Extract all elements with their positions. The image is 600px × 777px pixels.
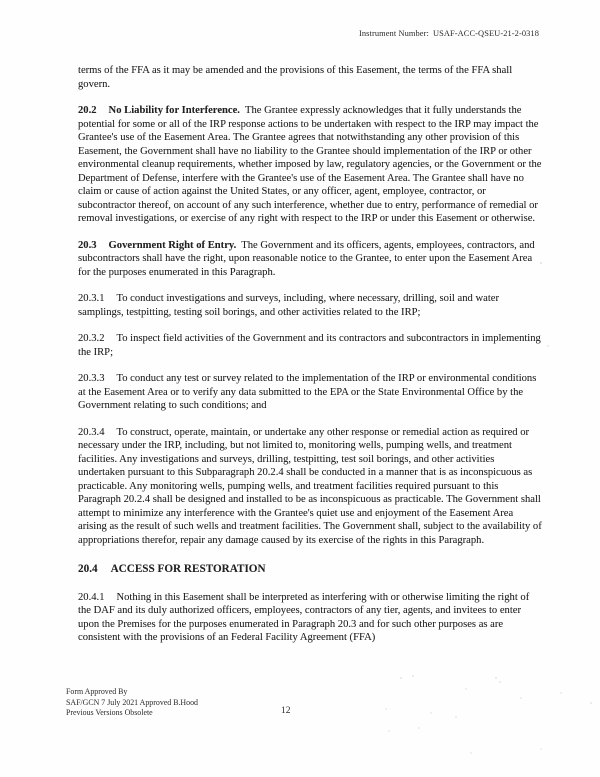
section-20-4-heading — [78, 563, 542, 577]
page-number: 12 — [281, 706, 291, 716]
scan-speck — [465, 688, 467, 690]
scan-speck — [547, 345, 549, 347]
paragraph-body: To inspect field activities of the Government and its contractors and subcontractors in implementing the IRP; — [78, 333, 541, 358]
paragraph-number: 20.2 — [78, 105, 97, 116]
paragraph-title: Government Right of Entry. — [108, 239, 237, 251]
footer-line: Previous Versions Obsolete — [66, 708, 153, 718]
paragraph-body: To construct, operate, maintain, or undertake any other response or remedial action as required or necessary under the IRP, including, but not limited to, monitoring wells, pumping wells, and treatment facilities. Any investigations and surveys, drilling, testpitting, test soil borings, and other activities undertaken pursuant to this Subparagraph 20.2.4 shall be conducted in a manner that is as inconspicuous as practicable. Any monitoring wells, pumping wells, and treatment facilities required pursuant to this Paragraph 20.2.4 shall be designed and installed to be as inconspicuous as practicable. The Government shall attempt to minimize any interference with the Grantee's quiet use and enjoyment of the Easement Area arising as the result of such wells and treatment facilities. The Government shall, subject to the availability of appropriations therefor, repair any damage caused by its exercise of the rights in this Paragraph. — [78, 426, 542, 546]
document-body — [78, 64, 542, 658]
paragraph-title: ACCESS FOR RESTORATION — [110, 563, 266, 575]
paragraph-body: The Government and its officers, agents, employees, contractors, and subcontractors shall have the right, upon reasonable notice to the Grantee, to enter upon the Easement Area for the purposes enumerated in this Paragraph. — [78, 239, 535, 278]
paragraph-title: No Liability for Interference. — [108, 105, 240, 116]
subparagraph-20-3-3 — [78, 372, 542, 413]
subparagraph-20-3-1 — [78, 292, 542, 319]
scan-speck — [540, 748, 542, 750]
paragraph-number: 20.3.2 — [78, 333, 105, 344]
scan-speck — [560, 692, 562, 694]
section-20-3 — [78, 239, 542, 280]
paragraph-number: 20.3.1 — [78, 293, 105, 304]
scan-speck — [388, 730, 390, 732]
subparagraph-20-3-4 — [78, 426, 542, 548]
subparagraph-20-4-1 — [78, 591, 542, 645]
scan-speck — [540, 262, 542, 264]
section-20-2 — [78, 104, 542, 226]
paragraph-number: 20.3 — [78, 239, 97, 251]
instrument-number-value: USAF-ACC-QSEU-21-2-0318 — [432, 29, 539, 38]
scan-speck — [590, 702, 592, 704]
scan-speck — [470, 752, 472, 754]
subparagraph-20-3-2 — [78, 332, 542, 359]
scan-speck — [385, 708, 387, 710]
scan-speck — [400, 677, 402, 679]
scan-speck — [499, 681, 501, 683]
scan-speck — [430, 712, 432, 714]
instrument-number — [359, 29, 539, 38]
paragraph-number: 20.4.1 — [78, 591, 105, 603]
paragraph-number: 20.4 — [78, 563, 98, 575]
footer-line: SAF/GCN 7 July 2021 Approved B.Hood — [66, 697, 198, 707]
footer-line: Form Approved By — [66, 687, 128, 696]
scan-speck — [520, 697, 522, 699]
scan-speck — [412, 675, 414, 677]
instrument-number-label: Instrument Number: — [358, 29, 429, 38]
paragraph-number: 20.3.3 — [78, 373, 105, 384]
scan-speck — [418, 727, 420, 729]
form-approval-footer — [66, 687, 198, 719]
scan-speck — [455, 716, 457, 718]
paragraph-body: To conduct investigations and surveys, including, where necessary, drilling, soil and water samplings, testpitting, testing soil borings, and other activities related to the IRP; — [78, 293, 499, 318]
scan-speck — [495, 677, 497, 679]
paragraph-body: terms of the FFA as it may be amended and the provisions of this Easement, the terms of the FFA shall govern. — [78, 65, 513, 90]
paragraph-number: 20.3.4 — [78, 426, 105, 438]
paragraph-body: To conduct any test or survey related to the implementation of the IRP or environmental conditions at the Easement Area or to verify any data submitted to the EPA or the State Environmental Office by the Government relating to such conditions; and — [78, 373, 537, 411]
paragraph-body: The Grantee expressly acknowledges that it fully understands the potential for some or all of the IRP response actions to be undertaken with respect to the IRP may impact the Grantee's use of the Easement Area. The Grantee agrees that notwithstanding any other provision of this Easement, the Government shall have no liability to the Grantee should implementation of the IRP or other environmental cleanup requirements, whether imposed by law, regulatory agencies, or the Government or the Department of Defense, interfere with the Grantee's use of the Easement Area. The Grantee shall have no claim or cause of action against the United States, or any officer, agent, employee, contractor, or subcontractor thereof, on account of any such interference, whether due to entry, performance of remedial or removal investigations, or exercise of any right with respect to the IRP or under this Easement or otherwise. — [78, 105, 542, 224]
paragraph-body: Nothing in this Easement shall be interpreted as interfering with or otherwise limiting the right of the DAF and its duly authorized officers, employees, contractors of any tier, agents, and invitees to enter upon the Premises for the purposes enumerated in Paragraph 20.3 and for such other purposes as are consistent with the provisions of an Federal Facility Agreement (FFA) — [78, 591, 530, 643]
paragraph-ffa-continuation — [78, 64, 542, 91]
